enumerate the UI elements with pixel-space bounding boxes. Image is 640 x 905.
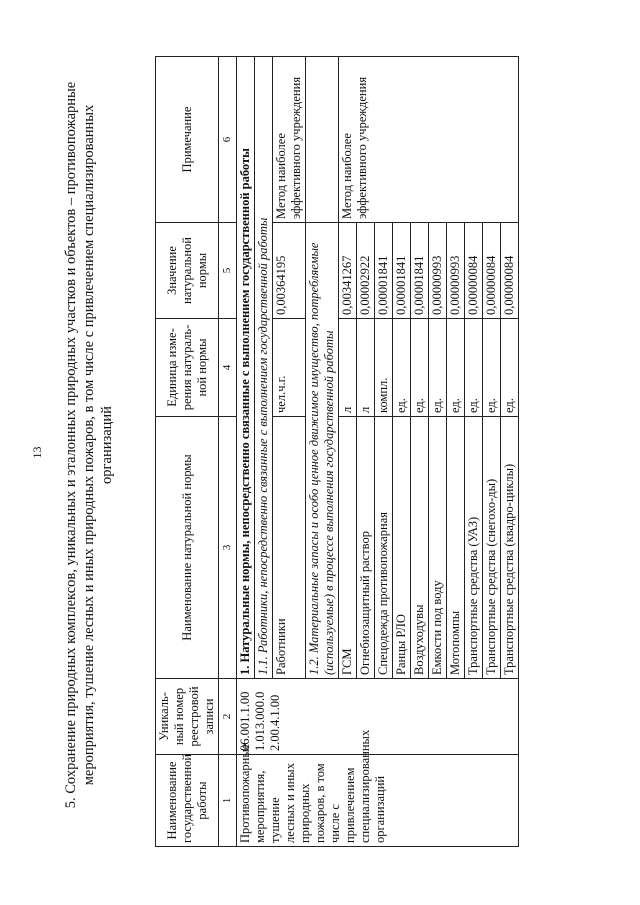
- header-norm-name: Наименование натуральной нормы: [156, 417, 219, 679]
- header-unit: Единица изме-рения натураль-ной нормы: [156, 319, 219, 417]
- unit-cell: ед.: [393, 319, 411, 417]
- unit-cell: ед.: [447, 319, 465, 417]
- registry-number-cell: 06.001.1.00 1.013.000.0 2.00.4.1.00: [237, 679, 519, 755]
- unit-cell: компл.: [375, 319, 393, 417]
- norm-name-cell: Работники: [273, 417, 306, 679]
- header-registry-number: Уникаль-ный номер реестровой записи: [156, 679, 219, 755]
- materials-note-cell: Метод наиболее эффективного учреждения: [339, 57, 519, 223]
- norm-name-cell: Транспортные средства (УАЗ): [465, 417, 483, 679]
- header-note: Примечание: [156, 57, 219, 223]
- header-work-name: Наименование государственной работы: [156, 755, 219, 847]
- header-value: Значение натуральной нормы: [156, 223, 219, 319]
- unit-cell: л: [357, 319, 375, 417]
- value-cell: 0,00000084: [483, 223, 501, 319]
- table-header-row: [156, 57, 219, 847]
- value-cell: 0,00001841: [393, 223, 411, 319]
- unit-cell: ед.: [465, 319, 483, 417]
- norm-name-cell: Емкости под воду: [429, 417, 447, 679]
- natural-norms-table: [155, 56, 519, 847]
- column-number: 6: [219, 57, 237, 223]
- group-1-1-title: 1.1. Работники, непосредственно связанные с выполнением государственной работы: [255, 57, 273, 679]
- unit-cell: ед.: [483, 319, 501, 417]
- value-cell: 0,00000084: [465, 223, 483, 319]
- value-cell: 0,00001841: [411, 223, 429, 319]
- norm-name-cell: Воздуходувы: [411, 417, 429, 679]
- norm-name-cell: Транспортные средства (снегохо-ды): [483, 417, 501, 679]
- column-number: 3: [219, 417, 237, 679]
- norm-name-cell: Транспортные средства (квадро-циклы): [501, 417, 519, 679]
- column-number: 1: [219, 755, 237, 847]
- group-1-2-title: 1.2. Материальные запасы и особо ценное движимое имущество, потребляемые (используемые) в процессе выполнения государственной работы: [306, 223, 339, 679]
- value-cell: 0,00000084: [501, 223, 519, 319]
- column-number: 5: [219, 223, 237, 319]
- value-cell: 0,00000993: [429, 223, 447, 319]
- norm-name-cell: Мотопомпы: [447, 417, 465, 679]
- norm-name-cell: Ранцы РЛО: [393, 417, 411, 679]
- value-cell: 0,00341267: [339, 223, 357, 319]
- value-cell: 0,00000993: [447, 223, 465, 319]
- norm-name-cell: ГСМ: [339, 417, 357, 679]
- table-row: [237, 57, 255, 847]
- unit-cell: ед.: [429, 319, 447, 417]
- value-cell: 0,00364195: [273, 223, 306, 319]
- note-cell: [306, 57, 339, 223]
- unit-cell: чел.ч.г.: [273, 319, 306, 417]
- work-name-cell: Противопожарные мероприятия, тушение лесных и иных природных пожаров, в том числе с привлечением специализированных организаций: [237, 755, 519, 847]
- column-number: 2: [219, 679, 237, 755]
- unit-cell: л: [339, 319, 357, 417]
- column-number: 4: [219, 319, 237, 417]
- unit-cell: ед.: [411, 319, 429, 417]
- page-number: 13: [30, 446, 44, 459]
- value-cell: 0,00001841: [375, 223, 393, 319]
- section-heading: 5. Сохранение природных комплексов, уникальных и эталонных природных участков и объектов – противопожарные мероприятия, тушение лесных и иных природных пожаров, в том числе с привлечением специализированных организаций: [63, 81, 115, 809]
- unit-cell: ед.: [501, 319, 519, 417]
- group-1-title: 1. Натуральные нормы, непосредственно связанные с выполнением государственной работы: [237, 57, 255, 679]
- value-cell: 0,00002922: [357, 223, 375, 319]
- norm-name-cell: Огнебиозащитный раствор: [357, 417, 375, 679]
- norm-name-cell: Спецодежда противопожарная: [375, 417, 393, 679]
- column-number-row: [219, 57, 237, 847]
- note-cell: Метод наиболее эффективного учреждения: [273, 57, 306, 223]
